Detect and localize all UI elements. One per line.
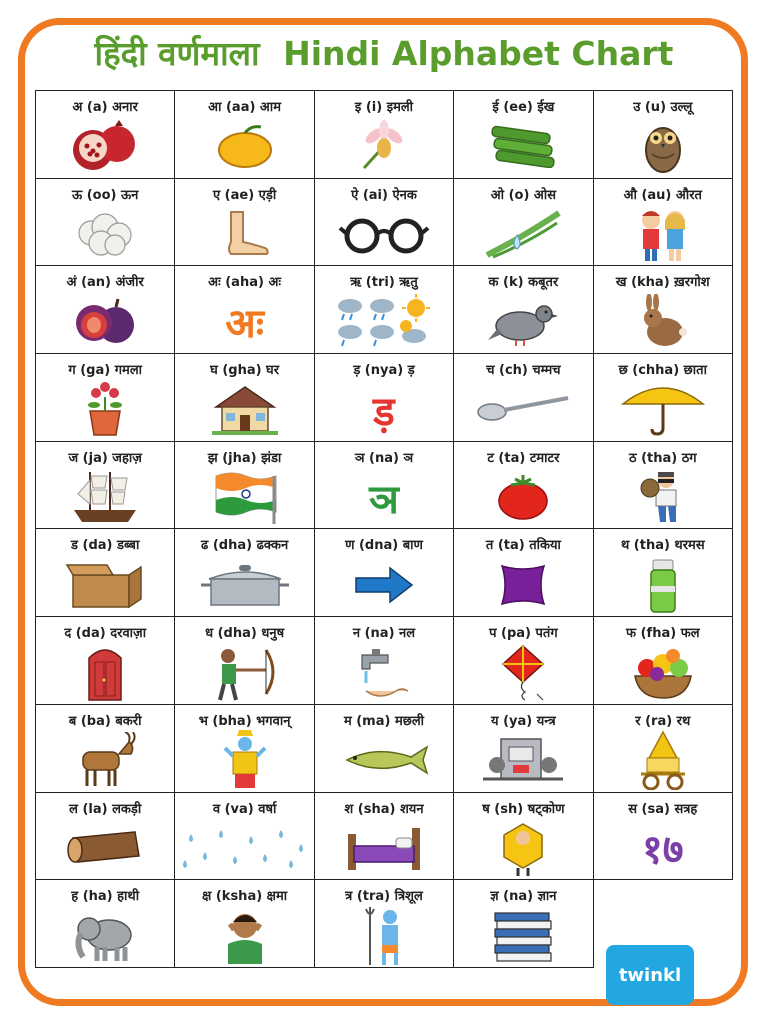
trident-shiva-icon <box>315 904 453 967</box>
cell-label: ड (da) डब्बा <box>71 538 140 554</box>
boy-sorry-icon <box>175 904 313 967</box>
cell-label: ध (dha) धनुष <box>205 626 285 642</box>
cell-label: स (sa) सत्रह <box>628 801 698 817</box>
alphabet-cell <box>315 354 454 442</box>
cell-label: र (ra) रथ <box>635 713 691 729</box>
box-icon <box>36 553 174 616</box>
tap-icon <box>315 641 453 704</box>
arrow-icon <box>315 553 453 616</box>
cell-label: ख (kha) ख़रगोश <box>615 275 710 291</box>
alphabet-cell <box>315 442 454 530</box>
cell-label: ट (ta) टमाटर <box>487 450 560 466</box>
alphabet-cell <box>175 793 314 881</box>
alphabet-cell <box>175 442 314 530</box>
cell-label: व (va) वर्षा <box>212 801 277 817</box>
cell-label: ठ (tha) ठग <box>628 450 697 466</box>
cell-label: ड़ (nya) ड़ <box>353 363 415 379</box>
log-icon <box>36 817 174 880</box>
dew-drop-icon <box>454 203 592 266</box>
pigeon-icon <box>454 290 592 353</box>
cell-label: ई (ee) ईख <box>492 100 555 115</box>
bed-icon <box>315 817 453 880</box>
alphabet-cell <box>454 442 593 530</box>
glyph-text: १७ <box>641 827 684 874</box>
goat-icon <box>36 729 174 792</box>
title-hindi: हिंदी वर्णमाला <box>94 34 260 73</box>
indian-flag-icon <box>175 466 313 529</box>
cell-label: उ (u) उल्लू <box>633 100 693 115</box>
alphabet-cell <box>36 442 175 530</box>
glyph-icon <box>175 290 313 353</box>
glyph-icon <box>315 378 453 441</box>
mango-icon <box>175 115 313 178</box>
alphabet-cell <box>315 529 454 617</box>
cell-label: ऋ (tri) ऋतु <box>350 275 418 291</box>
hexagon-child-icon <box>454 817 592 880</box>
alphabet-cell <box>594 529 733 617</box>
chariot-icon <box>594 729 732 792</box>
cell-label: इ (i) इमली <box>354 100 414 115</box>
glyph-icon <box>315 466 453 529</box>
alphabet-cell <box>315 705 454 793</box>
fig-icon <box>36 290 174 353</box>
foot-heel-icon <box>175 203 313 266</box>
cell-label: ञ (na) ञ <box>354 450 414 466</box>
alphabet-cell <box>315 266 454 354</box>
alphabet-cell <box>454 793 593 881</box>
owl-icon <box>594 115 732 178</box>
alphabet-cell <box>594 179 733 267</box>
pomegranate-icon <box>36 115 174 178</box>
cell-label: ब (ba) बकरी <box>68 713 142 729</box>
seasons-weather-icon <box>315 290 453 353</box>
thermos-icon <box>594 553 732 616</box>
cell-label: ऐ (ai) ऐनक <box>351 187 417 203</box>
elephant-icon <box>36 904 174 967</box>
cell-label: छ (chha) छाता <box>618 363 707 379</box>
cell-label: औ (au) औरत <box>623 187 702 203</box>
tomato-icon <box>454 466 592 529</box>
glyph-text: ञ <box>369 476 399 523</box>
cell-label: ह (ha) हाथी <box>71 889 140 905</box>
cell-label: ज (ja) जहाज़ <box>68 450 142 466</box>
alphabet-cell <box>175 266 314 354</box>
cell-label: ग (ga) गमला <box>68 363 142 379</box>
books-icon <box>454 904 592 967</box>
alphabet-cell <box>594 705 733 793</box>
alphabet-cell <box>175 880 314 968</box>
alphabet-cell <box>454 705 593 793</box>
alphabet-cell <box>175 91 314 179</box>
cell-label: च (ch) चम्मच <box>486 363 561 379</box>
cell-label: ऊ (oo) ऊन <box>71 187 139 203</box>
alphabet-cell <box>315 793 454 881</box>
alphabet-cell <box>36 529 175 617</box>
alphabet-cell <box>454 354 593 442</box>
women-icon <box>594 203 732 266</box>
door-icon <box>36 641 174 704</box>
cell-label: न (na) नल <box>352 626 416 642</box>
cell-label: म (ma) मछली <box>343 713 425 729</box>
alphabet-cell <box>175 354 314 442</box>
cell-label: ओ (o) ओस <box>490 187 557 203</box>
cell-label: ष (sh) षट्कोण <box>482 801 565 817</box>
cell-label: थ (tha) थरमस <box>620 538 705 554</box>
wool-icon <box>36 203 174 266</box>
archer-bow-icon <box>175 641 313 704</box>
alphabet-cell <box>594 617 733 705</box>
thief-icon <box>594 466 732 529</box>
glyph-icon <box>594 817 732 880</box>
fruit-basket-icon <box>594 641 732 704</box>
alphabet-cell <box>36 617 175 705</box>
cell-label: ल (la) लकड़ी <box>69 801 142 817</box>
alphabet-cell <box>594 354 733 442</box>
cell-label: ण (dna) बाण <box>345 538 423 554</box>
alphabet-cell <box>315 880 454 968</box>
alphabet-cell <box>36 179 175 267</box>
cell-label: घ (gha) घर <box>210 363 280 379</box>
cell-label: क (k) कबूतर <box>488 275 559 291</box>
cell-label: अः (aha) अः <box>208 275 282 291</box>
cell-label: त्र (tra) त्रिशूल <box>345 889 423 905</box>
alphabet-cell <box>36 354 175 442</box>
cell-label: क्ष (ksha) क्षमा <box>202 889 288 905</box>
alphabet-cell <box>36 266 175 354</box>
fish-icon <box>315 729 453 792</box>
glyph-text: ड़ <box>373 388 395 435</box>
alphabet-grid <box>35 90 733 968</box>
alphabet-cell <box>454 179 593 267</box>
alphabet-cell <box>36 793 175 881</box>
alphabet-cell <box>36 91 175 179</box>
alphabet-cell <box>315 91 454 179</box>
sugarcane-icon <box>454 115 592 178</box>
alphabet-cell <box>315 617 454 705</box>
house-icon <box>175 378 313 441</box>
alphabet-cell <box>594 91 733 179</box>
cell-label: श (sha) शयन <box>344 801 424 817</box>
ship-icon <box>36 466 174 529</box>
alphabet-cell <box>175 179 314 267</box>
cell-label: य (ya) यन्त्र <box>491 713 556 729</box>
alphabet-cell <box>175 529 314 617</box>
cell-label: अं (an) अंजीर <box>66 275 144 291</box>
kite-icon <box>454 641 592 704</box>
cell-label: आ (aa) आम <box>208 100 281 115</box>
alphabet-cell <box>454 617 593 705</box>
glyph-text: अः <box>225 301 264 348</box>
alphabet-cell <box>175 617 314 705</box>
alphabet-cell <box>454 91 593 179</box>
tamarind-flower-icon <box>315 115 453 178</box>
cell-label: ज्ञ (na) ज्ञान <box>490 889 557 905</box>
alphabet-cell <box>454 266 593 354</box>
alphabet-cell <box>594 442 733 530</box>
cell-label: अ (a) अनार <box>72 100 138 115</box>
twinkl-logo <box>606 945 694 1005</box>
cell-label: फ (fha) फल <box>626 626 700 642</box>
alphabet-cell <box>175 705 314 793</box>
cell-label: त (ta) तकिया <box>485 538 561 554</box>
alphabet-cell <box>594 793 733 881</box>
umbrella-icon <box>594 378 732 441</box>
alphabet-cell <box>594 266 733 354</box>
machine-icon <box>454 729 592 792</box>
logo-text: twinkl <box>618 964 682 986</box>
rabbit-icon <box>594 290 732 353</box>
cell-label: ए (ae) एड़ी <box>212 187 277 203</box>
cell-label: झ (jha) झंडा <box>207 450 282 466</box>
spoon-icon <box>454 378 592 441</box>
deity-icon <box>175 729 313 792</box>
alphabet-cell <box>36 705 175 793</box>
alphabet-cell <box>315 179 454 267</box>
alphabet-cell <box>36 880 175 968</box>
title-english: Hindi Alphabet Chart <box>283 34 674 73</box>
rain-drops-icon <box>175 817 313 880</box>
glasses-icon <box>315 203 453 266</box>
cell-label: द (da) दरवाज़ा <box>64 626 147 642</box>
cell-label: ढ (dha) ढक्कन <box>200 538 289 554</box>
cell-label: भ (bha) भगवान् <box>198 713 291 729</box>
lid-pot-icon <box>175 553 313 616</box>
pillow-icon <box>454 553 592 616</box>
flower-pot-icon <box>36 378 174 441</box>
cell-label: प (pa) पतंग <box>489 626 558 642</box>
alphabet-cell <box>454 529 593 617</box>
page-title <box>0 30 768 75</box>
alphabet-cell <box>454 880 593 968</box>
